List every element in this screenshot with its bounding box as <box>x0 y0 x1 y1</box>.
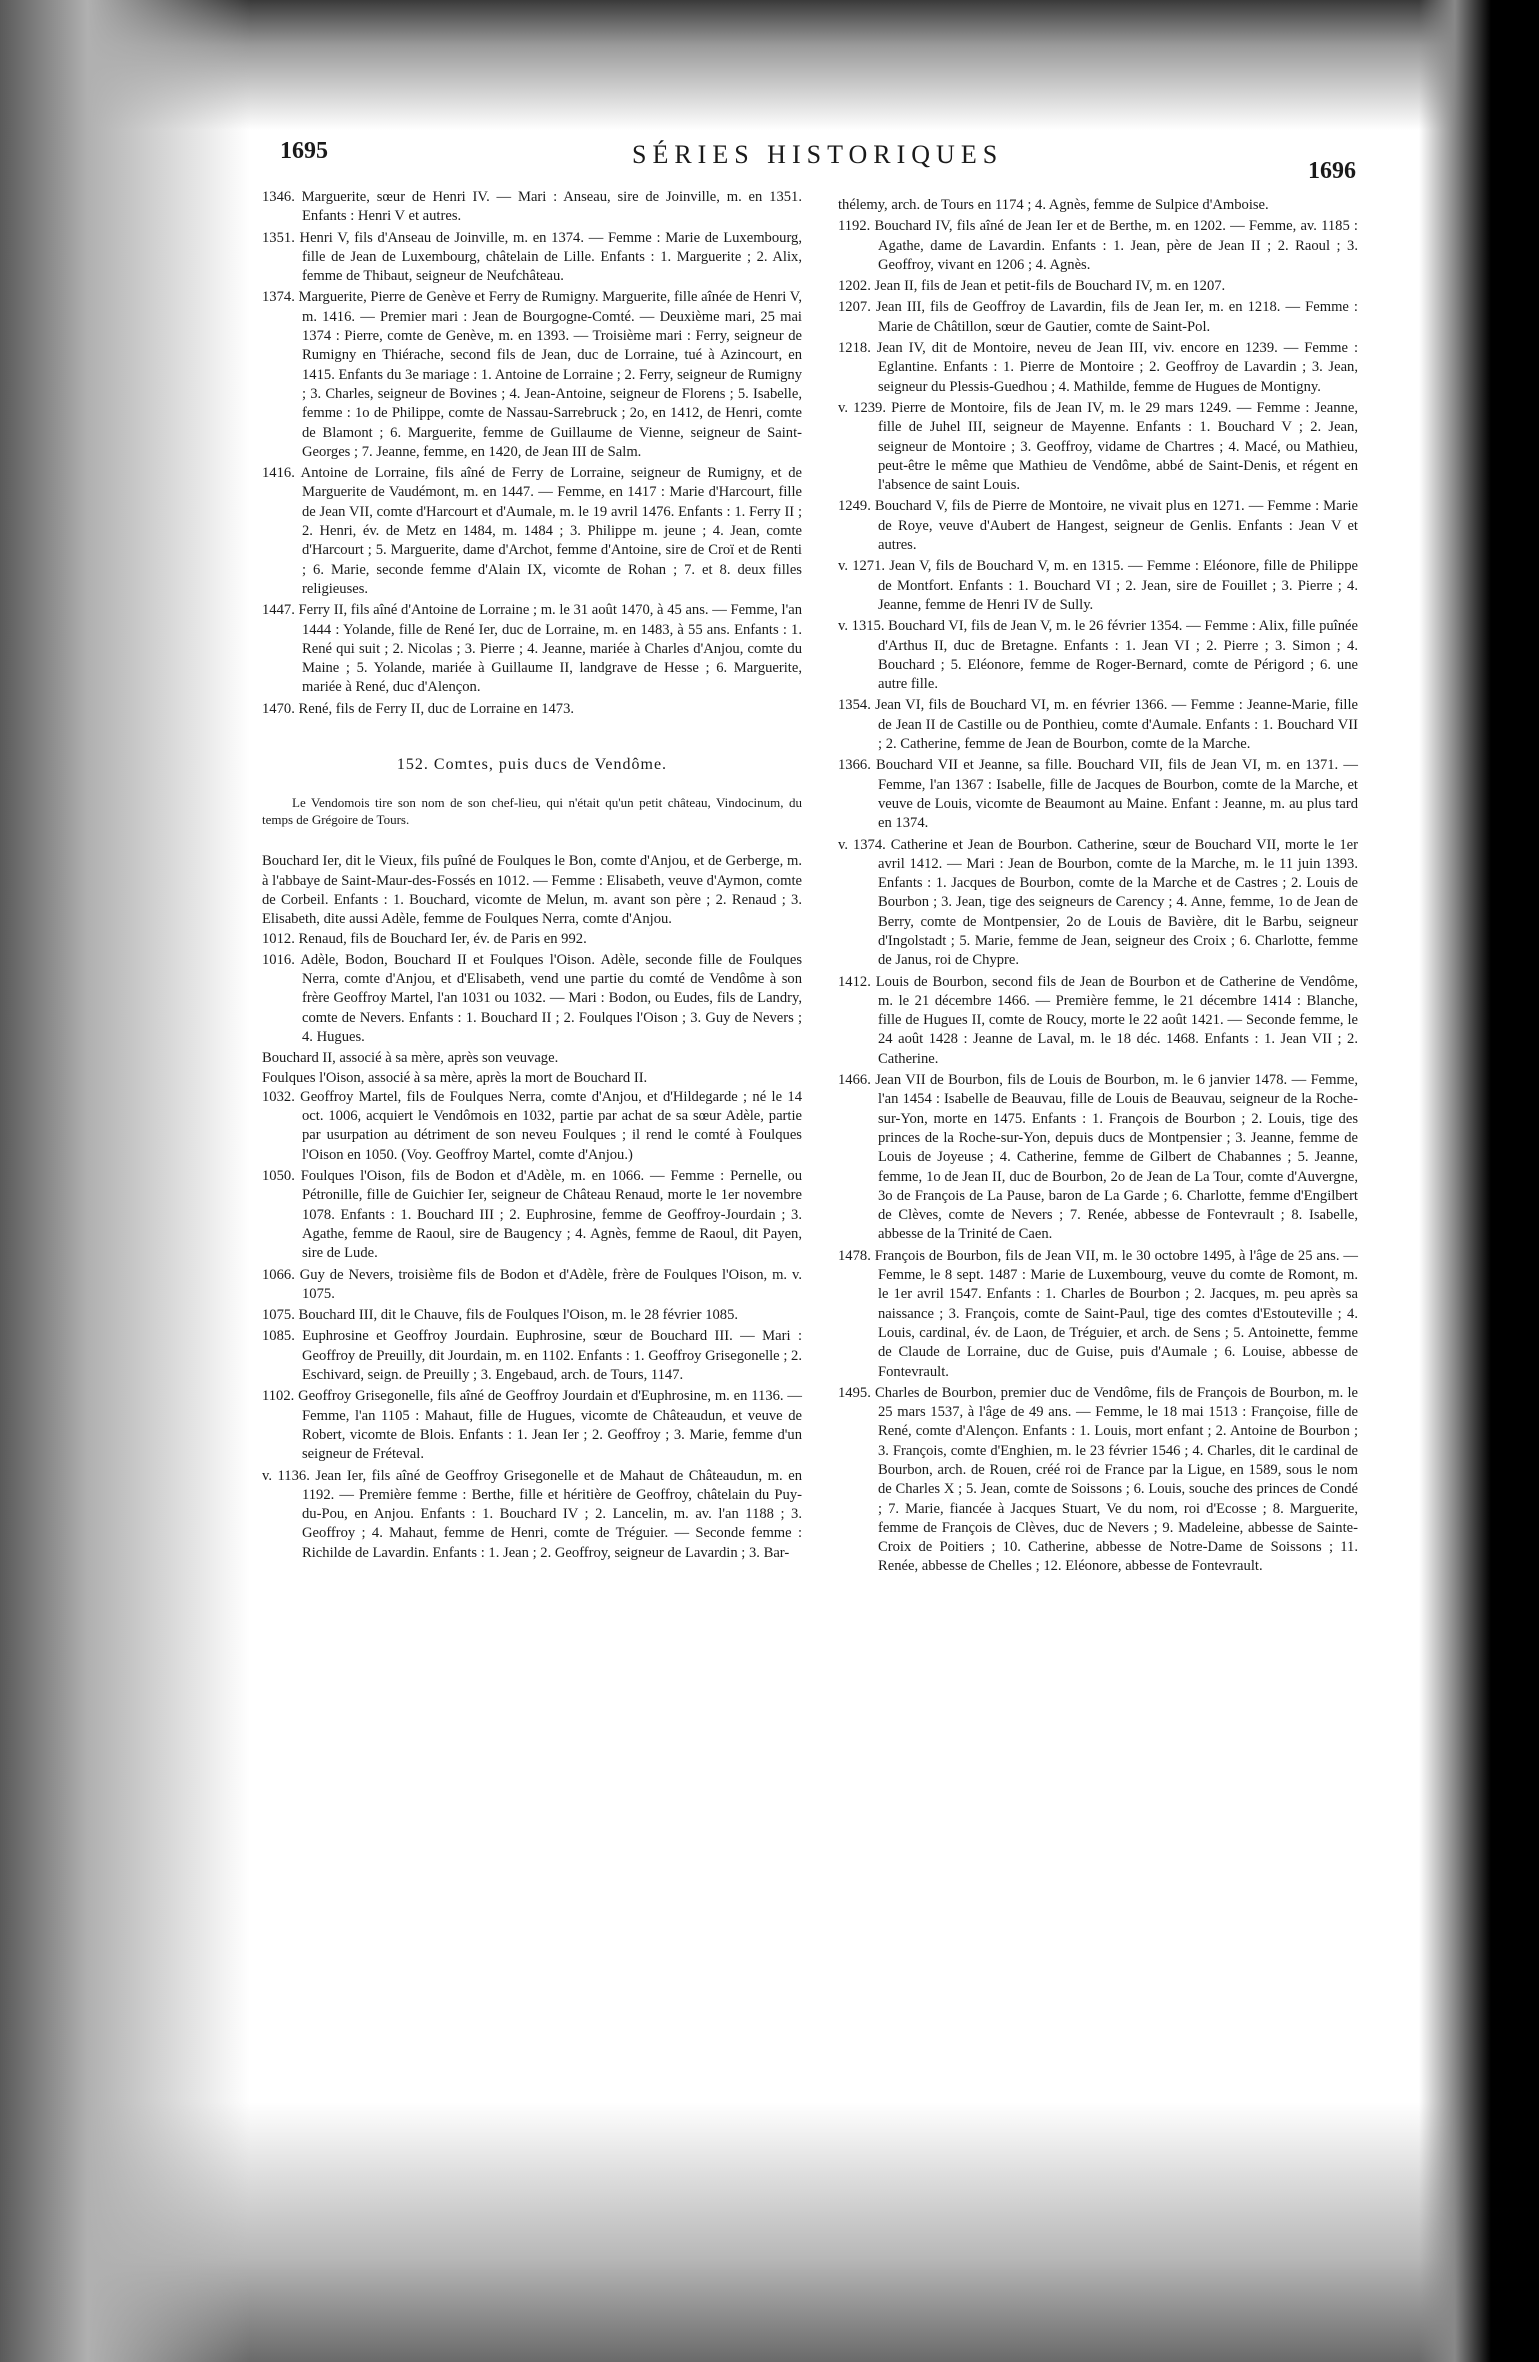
entry: 1495. Charles de Bourbon, premier duc de Vendôme, fils de François de Bourbon, m. le 25 mars 1537, à l'âge de 49 ans. — Femme, le 18 mai 1513 : Françoise, fille de René, comte d'Alençon. Enfants : 1. Louis, mort enfant ; 2. Antoine de Bourbon ; 3. François, comte d'Enghien, m. le 23 février 1546 ; 4. Charles, dit le cardinal de Bourbon, arch. de Rouen, créé roi de France par la Ligue, en 1589, sous le nom de Charles X ; 5. Jean, comte de Soissons ; 6. Louis, souche des princes de Condé ; 7. Marie, fiancée à Jacques Stuart, Ve du nom, roi d'Ecosse ; 8. Marguerite, femme de François de Clèves, duc de Nevers ; 9. Madeleine, abbesse de Sainte-Croix de Poitiers ; 10. Catherine, abbesse de Notre-Dame de Soissons ; 11. Renée, abbesse de Chelles ; 12. Eléonore, abbesse de Fontevrault. <box>838 1384 1358 1575</box>
entry: 1012. Renaud, fils de Bouchard Ier, év. de Paris en 992. <box>262 930 587 947</box>
entry: v. 1271. Jean V, fils de Bouchard V, m. en 1315. — Femme : Eléonore, fille de Philippe de Montfort. Enfants : 1. Bouchard VI ; 2. Jean, sire de Fouillet ; 3. Pierre ; 4. Jeanne, femme de Henri IV de Sully. <box>838 558 1358 613</box>
right-column <box>838 196 1358 1579</box>
left-column <box>262 188 802 1565</box>
entry: v. 1239. Pierre de Montoire, fils de Jean IV, m. le 29 mars 1249. — Femme : Jeanne, fille de Juhel III, seigneur de Mayenne. Enfants : 1. Bouchard V ; 2. Jean, seigneur de Montoire ; 3. Geoffroy, vidame de Chartres ; 4. Macé, ou Mathieu, peut-être le même que Mathieu de Vendôme, abbé de Saint-Denis, et régent en l'absence de saint Louis. <box>838 399 1358 494</box>
entry: Bouchard Ier, dit le Vieux, fils puîné de Foulques le Bon, comte d'Anjou, et de Gerberge, m. à l'abbaye de Saint-Maur-des-Fossés en 1012. — Femme : Elisabeth, veuve d'Aymon, comte de Corbeil. Enfants : 1. Bouchard, vicomte de Melun, m. avant son père ; 2. Renaud ; 3. Elisabeth, dite aussi Adèle, femme de Foulques Nerra, comte d'Anjou. <box>262 853 802 928</box>
entry: v. 1136. Jean Ier, fils aîné de Geoffroy Grisegonelle et de Mahaut de Châteaudun, m. en 1192. — Première femme : Berthe, fille et héritière de Geoffroy, châtelain du Puy-du-Pou, en Anjou. Enfants : 1. Bouchard IV ; 2. Lancelin, m. av. l'an 1188 ; 3. Geoffroy ; 4. Mahaut, femme de Henri, comte de Tréguier. — Seconde femme : Richilde de Lavardin. Enfants : 1. Jean ; 2. Geoffroy, seigneur de Lavardin ; 3. Bar- <box>262 1467 802 1561</box>
entry: 1351. Henri V, fils d'Anseau de Joinville, m. en 1374. — Femme : Marie de Luxembourg, fille de Jean de Luxembourg, châtelain de Lille. Enfants : 1. Marguerite ; 2. Alix, femme de Thibaut, seigneur de Neufchâteau. <box>262 229 802 285</box>
entry: 1016. Adèle, Bodon, Bouchard II et Foulques l'Oison. Adèle, seconde fille de Foulques Nerra, comte d'Anjou, et d'Elisabeth, vend une partie du comté de Vendôme à son frère Geoffroy Martel, l'an 1031 ou 1032. — Mari : Bodon, ou Eudes, fils de Landry, comte de Nevers. Enfants : 1. Bouchard II ; 2. Foulques l'Oison ; 3. Guy de Nevers ; 4. Hugues. <box>262 951 802 1045</box>
entry: 1218. Jean IV, dit de Montoire, neveu de Jean III, viv. encore en 1239. — Femme : Eglantine. Enfants : 1. Pierre de Montoire ; 2. Geoffroy de Lavardin ; 3. Jean, seigneur du Plessis-Guedhou ; 4. Mathilde, femme de Hugues de Montigny. <box>838 340 1358 395</box>
entry: 1202. Jean II, fils de Jean et petit-fils de Bouchard IV, m. en 1207. <box>838 278 1226 295</box>
scan-shadow-right <box>1419 0 1539 2362</box>
entry: 1470. René, fils de Ferry II, duc de Lorraine en 1473. <box>262 700 575 717</box>
entry: 1374. Marguerite, Pierre de Genève et Ferry de Rumigny. Marguerite, fille aînée de Henri V, m. 1416. — Premier mari : Jean de Bourgogne-Comté. — Deuxième mari, 25 mai 1374 : Pierre, comte de Genève, m. en 1393. — Troisième mari : Ferry, seigneur de Rumigny en Thiérache, second fils de Jean, duc de Lorraine, tué à Azincourt, en 1415. Enfants du 3e mariage : 1. Antoine de Lorraine ; 2. Ferry, seigneur de Rumigny ; 3. Charles, seigneur de Bovines ; 4. Jean-Antoine, seigneur de Florens ; 5. Isabelle, femme : 1o de Philippe, comte de Nassau-Sarrebruck ; 2o, en 1412, de Henri, comte de Blamont ; 6. Marguerite, femme de Guillaume de Vienne, seigneur de Saint-Georges ; 7. Jeanne, femme, en 1420, de Jean III de Salm. <box>262 289 802 460</box>
entry: 1249. Bouchard V, fils de Pierre de Montoire, ne vivait plus en 1271. — Femme : Marie de Roye, veuve d'Aubert de Hangest, seigneur de Genlis. Enfants : Jean V et autres. <box>838 498 1358 554</box>
entry: 1102. Geoffroy Grisegonelle, fils aîné de Geoffroy Jourdain et d'Euphrosine, m. en 1136. — Femme, l'an 1105 : Mahaut, fille de Hugues, vicomte de Châteaudun, et veuve de Robert, vicomte de Blois. Enfants : 1. Jean Ier ; 2. Geoffroy ; 3. Marie, femme d'un seigneur de Fréteval. <box>262 1388 802 1463</box>
entry: 1192. Bouchard IV, fils aîné de Jean Ier et de Berthe, m. en 1202. — Femme, av. 1185 : Agathe, dame de Lavardin. Enfants : 1. Jean, père de Jean II ; 2. Raoul ; 3. Geoffroy, vivant en 1206 ; 4. Agnès. <box>838 218 1358 273</box>
entry: 1050. Foulques l'Oison, fils de Bodon et d'Adèle, m. en 1066. — Femme : Pernelle, ou Pétronille, fille de Guichier Ier, seigneur de Château Renaud, morte le 1er novembre 1078. Enfants : 1. Bouchard III ; 2. Euphrosine, femme de Geoffroy-Jourdain ; 3. Agathe, femme de Raoul, sire de Baugency ; 4. Agnès, femme de Raoul, dit Payen, sire de Lude. <box>262 1168 802 1262</box>
section-title: 152. Comtes, puis ducs de Vendôme. <box>396 756 668 774</box>
entry: 1346. Marguerite, sœur de Henri IV. — Mari : Anseau, sire de Joinville, m. en 1351. Enfants : Henri V et autres. <box>262 189 802 225</box>
entry: 1366. Bouchard VII et Jeanne, sa fille. Bouchard VII, fils de Jean VI, m. en 1371. — Femme, l'an 1367 : Isabelle, fille de Jacques de Bourbon, comte de la Marche, et veuve de Louis, vicomte de Beaumont au Maine. Enfant : Jeanne, m. au plus tard en 1374. <box>838 757 1358 832</box>
entry: 1447. Ferry II, fils aîné d'Antoine de Lorraine ; m. le 31 août 1470, à 45 ans. — Femme, l'an 1444 : Yolande, fille de René Ier, duc de Lorraine, m. en 1483, à 55 ans. Enfants : 1. René qui suit ; 2. Nicolas ; 3. Pierre ; 4. Jeanne, mariée à Charles d'Anjou, comte du Maine ; 5. Yolande, mariée à Guillaume II, landgrave de Hesse ; 6. Marguerite, mariée à René, duc d'Alençon. <box>262 602 802 696</box>
entry: 1478. François de Bourbon, fils de Jean VII, m. le 30 octobre 1495, à l'âge de 25 ans. — Femme, le 8 sept. 1487 : Marie de Luxembourg, veuve du comte de Romont, m. le 1er avril 1547. Enfants : 1. Charles de Bourbon ; 2. Jacques, m. peu après sa naissance ; 3. François, comte de Saint-Paul, tige des comtes d'Estouteville ; 4. Louis, cardinal, év. de Laon, de Tréguier, et arch. de Sens ; 5. Antoinette, femme de Claude de Lorraine, duc de Guise, puis d'Aumale ; 6. Louise, abbesse de Fontevrault. <box>838 1247 1358 1380</box>
entry: 1466. Jean VII de Bourbon, fils de Louis de Bourbon, m. le 6 janvier 1478. — Femme, l'an 1454 : Isabelle de Beauvau, fille de Louis de Beauvau, seigneur de la Roche-sur-Yon, morte en 1475. Enfants : 1. François de Bourbon ; 2. Louis, tige des princes de la Roche-sur-Yon, depuis ducs de Montpensier ; 3. Jeanne, femme de Louis de Joyeuse ; 4. Catherine, femme de Gilbert de Chabannes ; 5. Jeanne, femme, 1o de Jean II, duc de Bourbon, 2o de Jean de La Tour, comte d'Auvergne, 3o de François de La Pause, baron de La Garde ; 6. Charlotte, femme d'Engilbert de Clèves, comte de Nevers ; 7. Renée, abbesse de Fontevrault ; 8. Isabelle, abbesse de la Trinité de Caen. <box>838 1072 1358 1243</box>
scan-shadow-bottom <box>0 2102 1539 2362</box>
entry: 1354. Jean VI, fils de Bouchard VI, m. en février 1366. — Femme : Jeanne-Marie, fille de Jean II de Castille ou de Ponthieu, comte d'Aumale. Enfants : 1. Bouchard VII ; 2. Catherine, femme de Jean de Bourbon, comte de la Marche. <box>838 697 1358 753</box>
entry: 1066. Guy de Nevers, troisième fils de Bodon et d'Adèle, frère de Foulques l'Oison, m. v. 1075. <box>262 1266 802 1302</box>
scan-shadow-top <box>0 0 1539 130</box>
entry: 1412. Louis de Bourbon, second fils de Jean de Bourbon et de Catherine de Vendôme, m. le 21 décembre 1466. — Première femme, le 21 décembre 1414 : Blanche, fille de Hugues II, comte de Roucy, morte le 22 août 1421. — Seconde femme, le 24 août 1428 : Jeanne de Laval, m. le 18 déc. 1468. Enfants : 1. Jean VII ; 2. Catherine. <box>838 973 1358 1067</box>
entry: 1085. Euphrosine et Geoffroy Jourdain. Euphrosine, sœur de Bouchard III. — Mari : Geoffroy de Preuilly, dit Jourdain, m. en 1102. Enfants : 1. Geoffroy Grisegonelle ; 2. Eschivard, seign. de Preuilly ; 3. Engebaud, arch. de Tours, 1147. <box>262 1328 802 1384</box>
entry: v. 1374. Catherine et Jean de Bourbon. Catherine, sœur de Bouchard VII, morte le 1er avril 1412. — Mari : Jean de Bourbon, comte de la Marche, m. le 11 juin 1393. Enfants : 1. Jacques de Bourbon, comte de la Marche et de Castres ; 2. Louis de Bourbon ; 3. Jean, tige des seigneurs de Carency ; 4. Anne, femme, 1o de Jean de Berry, comte de Montpensier, 2o de Louis de Bavière, dit le Barbu, seigneur d'Ingolstadt ; 5. Marie, femme de Jean, seigneur des Croix ; 6. Charlotte, femme de Janus, roi de Chypre. <box>838 836 1358 969</box>
entry: 1075. Bouchard III, dit le Chauve, fils de Foulques l'Oison, m. le 28 février 1085. <box>262 1307 739 1324</box>
section-intro: Le Vendomois tire son nom de son chef-lieu, qui n'était qu'un petit château, Vindocinum, du temps de Grégoire de Tours. <box>262 795 802 828</box>
entry: Foulques l'Oison, associé à sa mère, après la mort de Bouchard II. <box>262 1069 648 1086</box>
entry: thélemy, arch. de Tours en 1174 ; 4. Agnès, femme de Sulpice d'Amboise. <box>838 197 1269 213</box>
entry: 1032. Geoffroy Martel, fils de Foulques Nerra, comte d'Anjou, et d'Hildegarde ; né le 14 oct. 1006, acquiert le Vendômois en 1032, partie par achat de sa sœur Adèle, partie par usurpation au détriment de son neveu Foulques ; il rend le comté à Foulques l'Oison en 1050. (Voy. Geoffroy Martel, comte d'Anjou.) <box>262 1088 802 1163</box>
entry: Bouchard II, associé à sa mère, après son veuvage. <box>262 1050 559 1067</box>
page-number-left: 1695 <box>280 138 328 164</box>
running-head: SÉRIES HISTORIQUES <box>632 140 1004 169</box>
entry: 1207. Jean III, fils de Geoffroy de Lavardin, fils de Jean Ier, m. en 1218. — Femme : Marie de Châtillon, sœur de Gautier, comte de Saint-Pol. <box>838 299 1358 335</box>
scan-shadow-left <box>0 0 250 2362</box>
entry: 1416. Antoine de Lorraine, fils aîné de Ferry de Lorraine, seigneur de Rumigny, et de Marguerite de Vaudémont, m. en 1447. — Femme, en 1417 : Marie d'Harcourt, fille de Jean VII, comte d'Harcourt et d'Aumale, m. le 19 avril 1476. Enfants : 1. Ferry II ; 2. Henri, év. de Metz en 1484, m. 1484 ; 3. Philippe m. jeune ; 4. Jean, comte d'Harcourt ; 5. Marguerite, dame d'Archot, femme d'Antoine, sire de Croï et de Renti ; 6. Marie, seconde femme d'Alain IX, vicomte de Rohan ; 7. et 8. deux filles religieuses. <box>262 465 802 597</box>
entry: v. 1315. Bouchard VI, fils de Jean V, m. le 26 février 1354. — Femme : Alix, fille puînée d'Arthus II, duc de Bretagne. Enfants : 1. Jean VI ; 2. Pierre ; 3. Simon ; 4. Bouchard ; 5. Eléonore, femme de Roger-Bernard, comte de Périgord ; 6. une autre fille. <box>838 618 1358 693</box>
page-number-right: 1696 <box>1308 158 1356 184</box>
